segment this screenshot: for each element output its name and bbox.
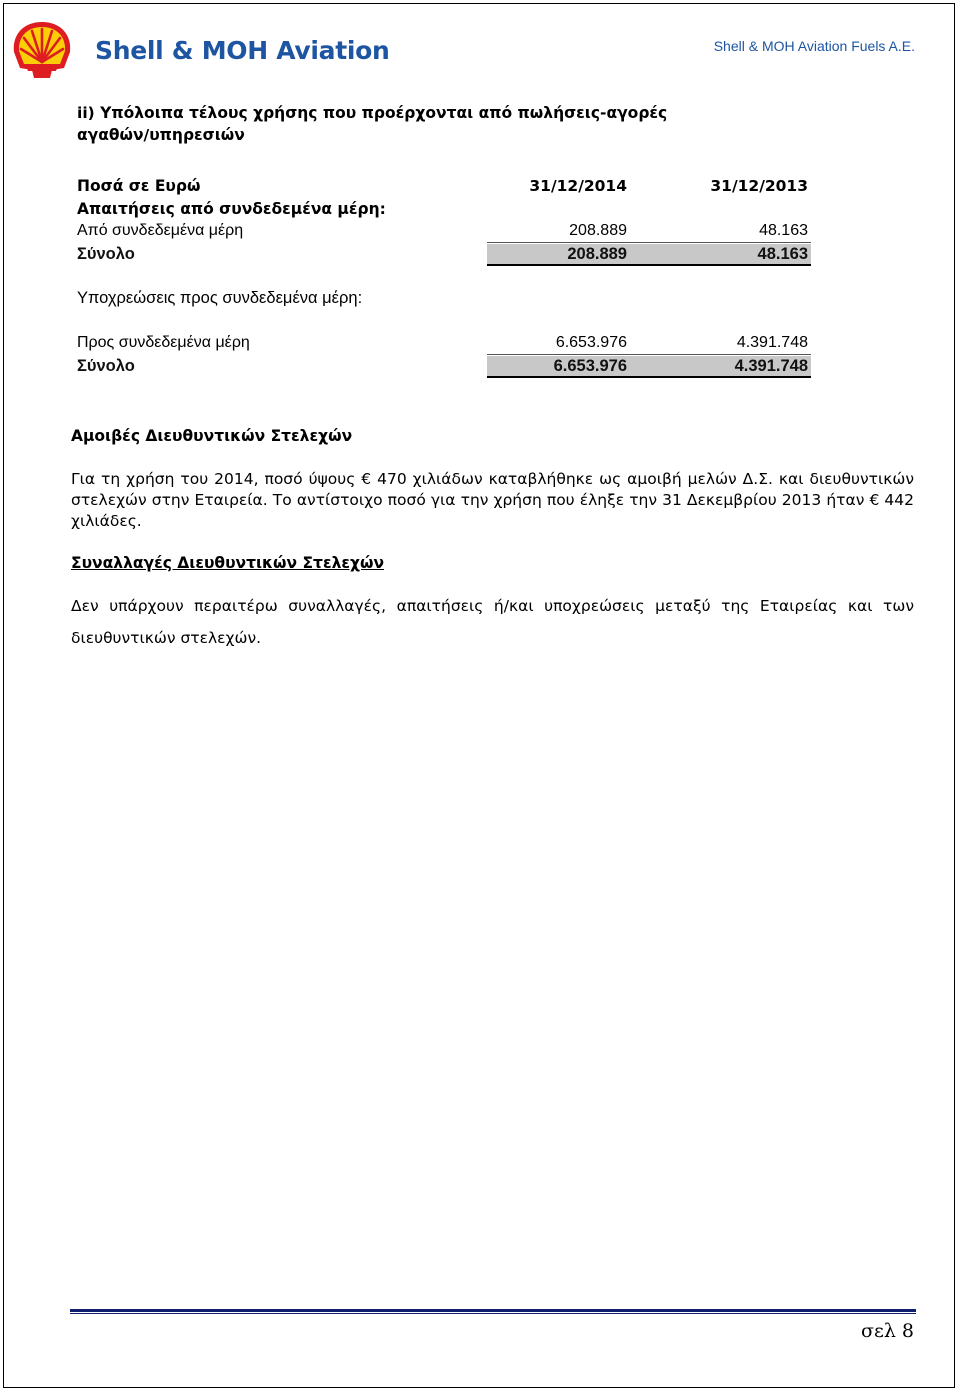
payables-2014: 6.653.976 [555,334,627,351]
receivables-total-2014: 208.889 [567,245,627,263]
receivables-total-2013: 48.163 [757,245,808,263]
company-title: Shell & MOH Aviation [95,36,390,65]
receivables-2014: 208.889 [569,222,627,239]
page-number: σελ 8 [861,1320,914,1342]
receivables-label: Από συνδεδεμένα μέρη [77,222,244,239]
receivables-row [77,221,811,243]
compensation-heading: Αμοιβές Διευθυντικών Στελεχών [71,427,353,445]
payables-2013: 4.391.748 [736,334,808,351]
shell-pecten-icon [10,18,74,80]
payables-heading-row [77,288,811,310]
col-2013-header: 31/12/2013 [710,177,808,195]
receivables-total-row [77,244,811,266]
payables-total-2013: 4.391.748 [734,357,808,375]
section-title: ii) Υπόλοιπα τέλους χρήσης που προέρχονται από πωλήσεις-αγορές αγαθών/υπηρεσιών [77,104,668,144]
payables-heading: Υποχρεώσεις προς συνδεδεμένα μέρη: [77,289,363,307]
receivables-heading-row [77,199,811,221]
transactions-heading: Συναλλαγές Διευθυντικών Στελεχών [71,554,385,572]
divider-line [487,354,811,355]
payables-total-label: Σύνολο [77,357,135,375]
payables-total-2014: 6.653.976 [553,357,627,375]
divider-line [487,242,811,243]
col-2014-header: 31/12/2014 [529,177,627,195]
receivables-total-label: Σύνολο [77,245,135,263]
amounts-label: Ποσά σε Ευρώ [77,177,201,195]
receivables-2013: 48.163 [759,222,808,239]
footer-line [70,1309,916,1312]
footer-line-thin [70,1313,916,1314]
payables-label: Προς συνδεδεμένα μέρη [77,334,250,351]
receivables-heading: Απαιτήσεις από συνδεδεμένα μέρη: [77,200,386,218]
table-header-row [77,176,811,198]
compensation-text: Για τη χρήση του 2014, ποσό ύψους € 470 χιλιάδων καταβλήθηκε ως αμοιβή μελών Δ.Σ. και διευθυντικών στελεχών στην Εταιρεία. Το αντίστοιχο ποσό για την χρήση που έληξε την 31 Δεκεμβρίου 2013 ήταν € 442 χιλιάδες. [71,470,914,530]
transactions-text: Δεν υπάρχουν περαιτέρω συναλλαγές, απαιτήσεις ή/και υποχρεώσεις μεταξύ της Εταιρείας και των διευθυντικών στελεχών. [71,597,914,647]
payables-row [77,333,811,355]
payables-total-row [77,356,811,378]
company-name-right: Shell & MOH Aviation Fuels A.E. [713,38,915,54]
